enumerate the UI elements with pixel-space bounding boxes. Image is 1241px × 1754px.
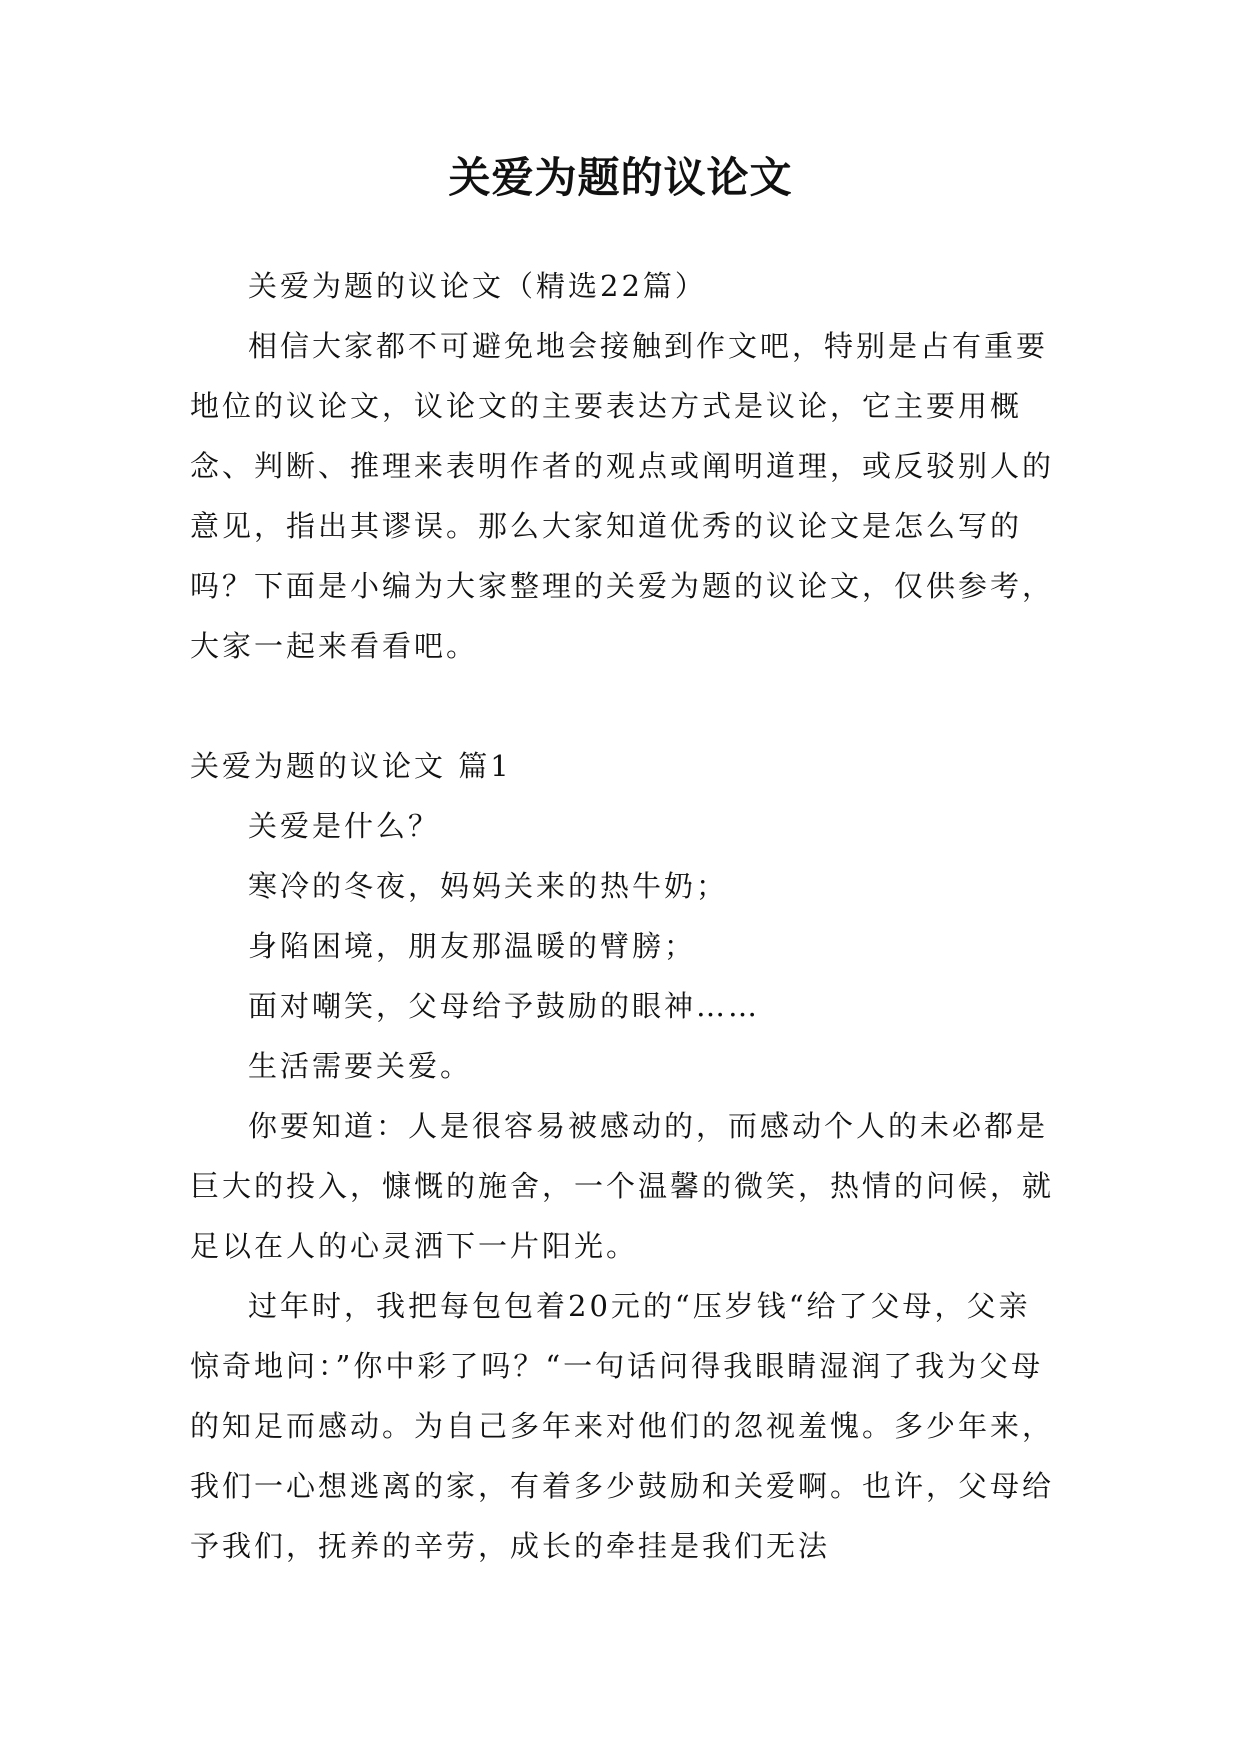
body-paragraph: 过年时，我把每包包着20元的“压岁钱“给了父母，父亲惊奇地问：”你中彩了吗？“一句话问得我眼睛湿润了我为父母的知足而感动。为自己多年来对他们的忽视羞愧。多少年来，我们一心想逃离的家，有着多少鼓励和关爱啊。也许，父母给予我们，抚养的辛劳，成长的牵挂是我们无法 xyxy=(190,1289,1055,1563)
poem-line: 身陷困境，朋友那温暖的臂膀； xyxy=(248,929,697,963)
page-title: 关爱为题的议论文 xyxy=(448,153,793,202)
section-heading: 关爱为题的议论文 篇1 xyxy=(190,749,512,783)
subtitle: 关爱为题的议论文（精选22篇） xyxy=(248,269,707,303)
document-body xyxy=(190,256,1060,1576)
poem-line: 面对嘲笑，父母给予鼓励的眼神…… xyxy=(248,989,761,1023)
intro-paragraph: 相信大家都不可避免地会接触到作文吧，特别是占有重要地位的议论文，议论文的主要表达方式是议论，它主要用概念、判断、推理来表明作者的观点或阐明道理，或反驳别人的意见，指出其谬误。那么大家知道优秀的议论文是怎么写的吗？下面是小编为大家整理的关爱为题的议论文，仅供参考，大家一起来看看吧。 xyxy=(190,329,1055,663)
poem-line: 生活需要关爱。 xyxy=(248,1049,473,1083)
poem-line: 关爱是什么？ xyxy=(248,809,441,843)
poem-line: 寒冷的冬夜，妈妈关来的热牛奶； xyxy=(248,869,729,903)
body-paragraph: 你要知道：人是很容易被感动的，而感动个人的未必都是巨大的投入，慷慨的施舍，一个温馨的微笑，热情的问候，就足以在人的心灵洒下一片阳光。 xyxy=(190,1109,1055,1263)
paragraph-spacer xyxy=(190,676,1060,736)
